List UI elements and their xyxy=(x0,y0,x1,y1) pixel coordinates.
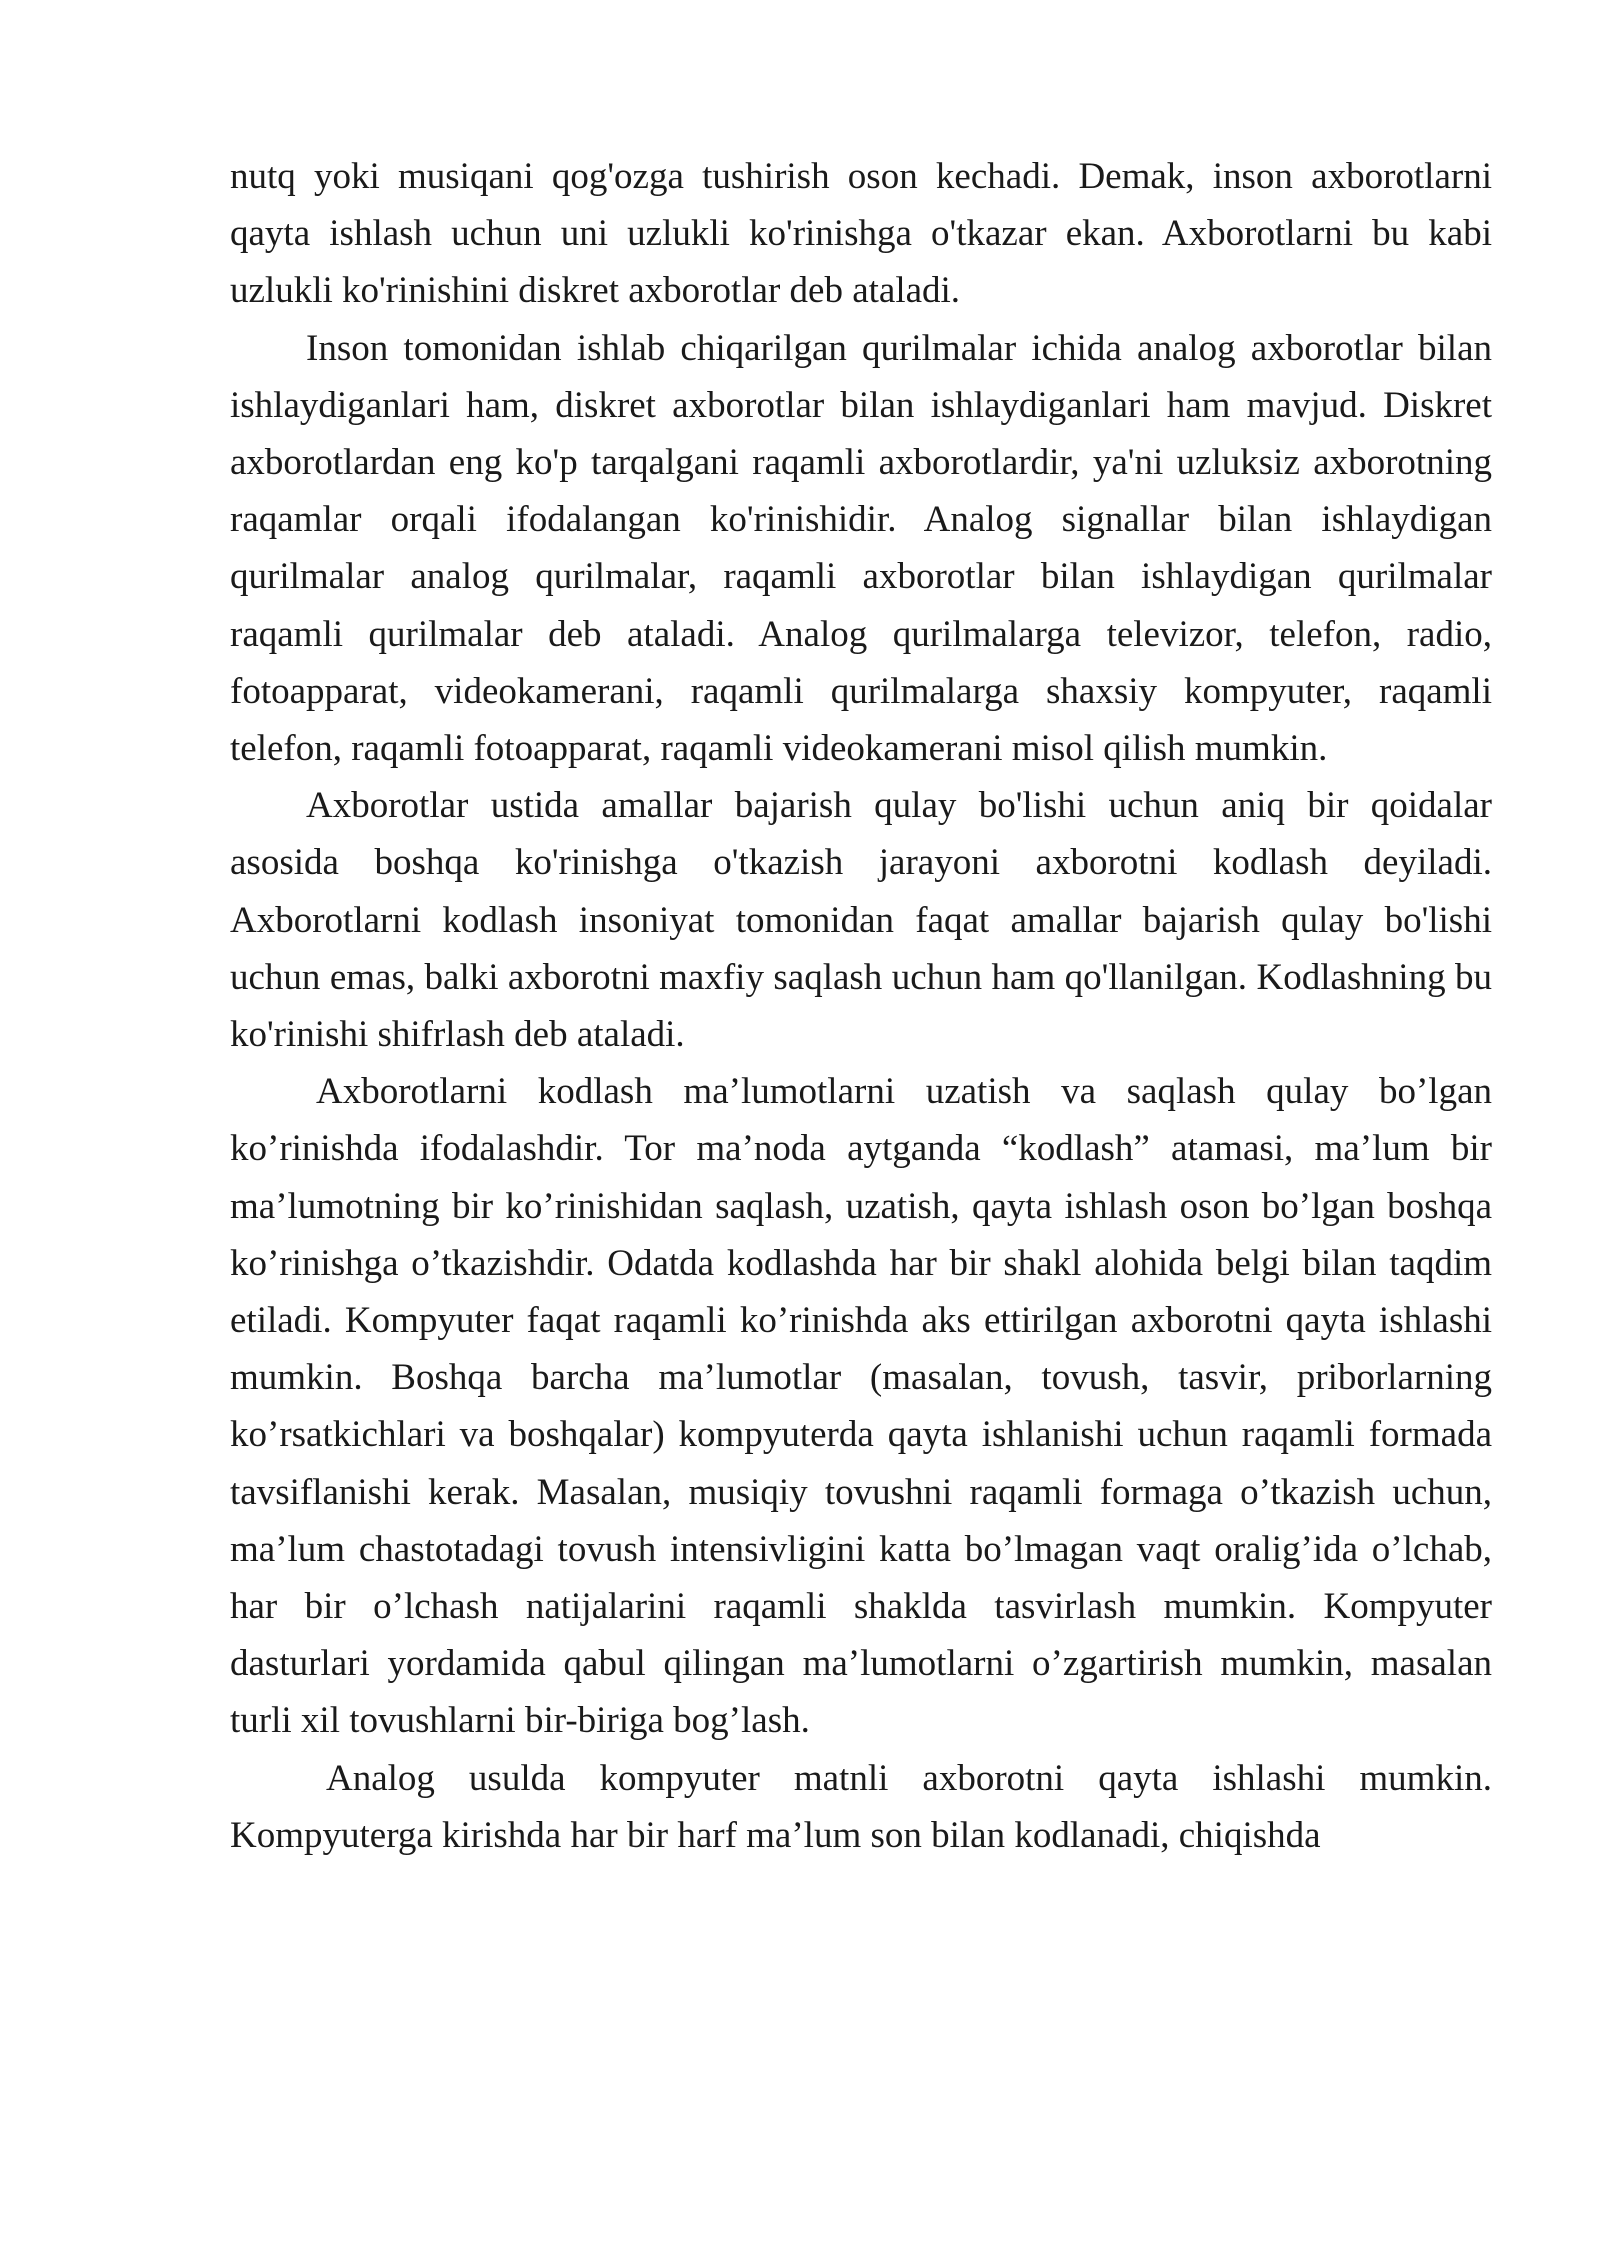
paragraph-analog-digital-devices: Inson tomonidan ishlab chiqarilgan qurilmalar ichida analog axborotlar bilan ishlaydiganlari ham, diskret axborotlar bilan ishlaydiganlari ham mavjud. Diskret axborotlardan eng ko'p tarqalgani raqamli axborotlardir, ya'ni uzluksiz axborotning raqamlar orqali ifodalangan ko'rinishidir. Analog signallar bilan ishlaydigan qurilmalar analog qurilmalar, raqamli axborotlar bilan ishlaydigan qurilmalar raqamli qurilmalar deb ataladi. Analog qurilmalarga televizor, telefon, radio, fotoapparat, videokamerani, raqamli qurilmalarga shaxsiy kompyuter, raqamli telefon, raqamli fotoapparat, raqamli videokamerani misol qilish mumkin. xyxy=(230,327,1492,770)
paragraph-encoding-definition: Axborotlar ustida amallar bajarish qulay bo'lishi uchun aniq bir qoidalar asosida boshqa ko'rinishga o'tkazish jarayoni axborotni kodlash deyiladi. Axborotlarni kodlash insoniyat tomonidan faqat amallar bajarish qulay bo'lishi uchun emas, balki axborotni maxfiy saqlash uchun ham qo'llanilgan. Kodlashning bu ko'rinishi shifrlash deb ataladi. xyxy=(230,785,1492,1056)
document-page xyxy=(230,148,1492,1864)
paragraph-continuation: nutq yoki musiqani qog'ozga tushirish oson kechadi. Demak, inson axborotlarni qayta ishlash uchun uni uzlukli ko'rinishga o'tkazar ekan. Axborotlarni bu kabi uzlukli ko'rinishini diskret axborotlar deb ataladi. xyxy=(230,156,1492,312)
paragraph-encoding-details: Axborotlarni kodlash ma’lumotlarni uzatish va saqlash qulay bo’lgan ko’rinishda ifodalashdir. Tor ma’noda aytganda “kodlash” atamasi, ma’lum bir ma’lumotning bir ko’rinishidan saqlash, uzatish, qayta ishlash oson bo’lgan boshqa ko’rinishga o’tkazishdir. Odatda kodlashda har bir shakl alohida belgi bilan taqdim etiladi. Kompyuter faqat raqamli ko’rinishda aks ettirilgan axborotni qayta ishlashi mumkin. Boshqa barcha ma’lumotlar (masalan, tovush, tasvir, priborlarning ko’rsatkichlari va boshqalar) kompyuterda qayta ishlanishi uchun raqamli formada tavsiflanishi kerak. Masalan, musiqiy tovushni raqamli formaga o’tkazish uchun, ma’lum chastotadagi tovush intensivligini katta bo’lmagan vaqt oralig’ida o’lchab, har bir o’lchash natijalarini raqamli shaklda tasvirlash mumkin. Kompyuter dasturlari yordamida qabul qilingan ma’lumotlarni o’zgartirish mumkin, masalan turli xil tovushlarni bir-biriga bog’lash. xyxy=(230,1071,1492,1742)
paragraph-text-processing: Analog usulda kompyuter matnli axborotni qayta ishlashi mumkin. Kompyuterga kirishda har bir harf ma’lum son bilan kodlanadi, chiqishda xyxy=(230,1757,1492,1856)
